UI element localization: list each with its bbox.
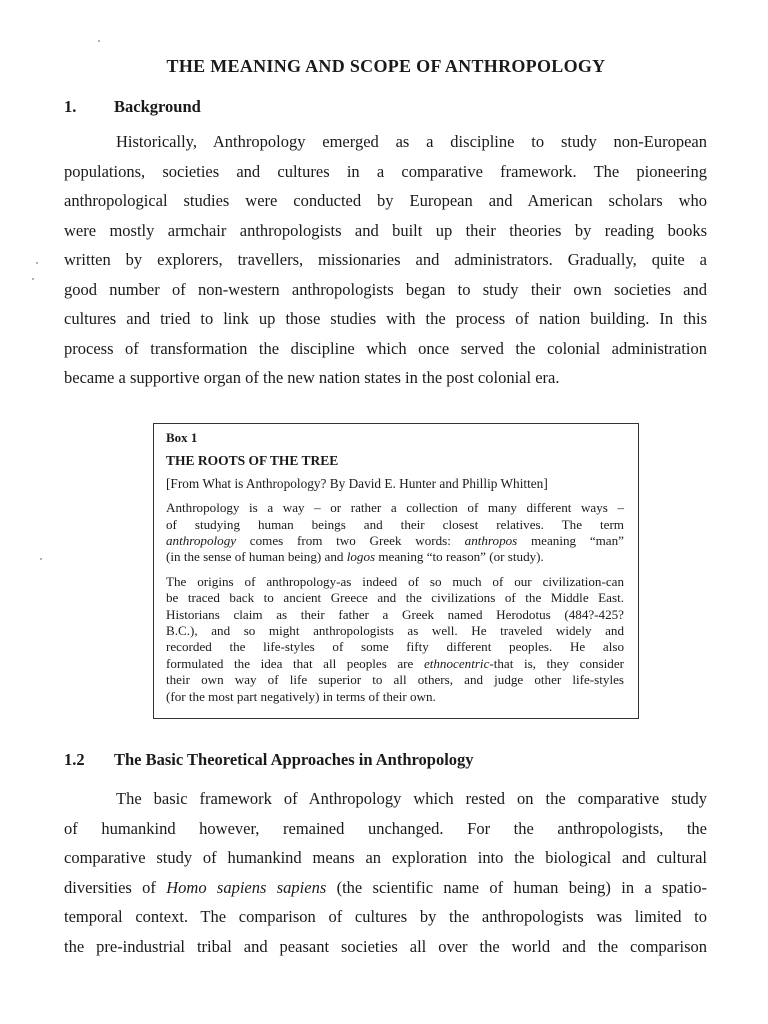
text-line: populations, societies and cultures in a comparative framework. The pioneering [64, 161, 707, 181]
box-text: meaning “man” [517, 533, 624, 549]
box-source: [From What is Anthropology? By David E. Hunter and Phillip Whitten] [166, 475, 548, 491]
box-line: their own way of life superior to all others, and judge other life-styles [166, 672, 624, 688]
body-text: (the scientific name of human being) in a spatio- [326, 877, 707, 897]
page-title: THE MEANING AND SCOPE OF ANTHROPOLOGY [166, 56, 606, 76]
text-line: comparative study of humankind means an exploration into the biological and cultural [64, 848, 707, 867]
italic-term: anthropos [464, 533, 518, 549]
box-text: formulated the idea that all peoples are [166, 655, 424, 671]
text-line: process of transformation the discipline which once served the colonial administration [64, 338, 707, 358]
text-line: Historically, Anthropology emerged as a discipline to study non-European [116, 132, 707, 151]
box-label: Box 1 [166, 430, 198, 445]
scan-speck [36, 262, 38, 264]
box-line: Anthropology is a way – or rather a collection of many different ways – [166, 500, 624, 516]
text-line [64, 873, 707, 903]
text-line: good number of non-western anthropologists began to study their own societies and [64, 279, 707, 299]
text-line: the pre-industrial tribal and peasant societies all over the world and the comparison [64, 936, 707, 956]
text-line: were mostly armchair anthropologists and built up their theories by reading books [64, 220, 707, 240]
text-line: of humankind however, remained unchanged. For the anthropologists, the [64, 818, 707, 838]
text-line: anthropological studies were conducted by European and American scholars who [64, 191, 707, 210]
text-line: written by explorers, travellers, missionaries and administrators. Gradually, quite a [64, 250, 707, 269]
section-heading-background [64, 97, 201, 117]
text-line: cultures and tried to link up those studies with the process of nation building. In this [64, 309, 707, 328]
italic-term: logos [346, 549, 376, 565]
box-paragraph-1 [166, 500, 624, 566]
section-number: 1.2 [64, 750, 85, 769]
background-paragraph [64, 127, 707, 393]
section-title: Background [114, 97, 201, 116]
scan-speck [40, 558, 42, 560]
section-number: 1. [64, 97, 77, 116]
box-text: meaning “to reason” (or study). [375, 549, 544, 565]
box-text: -that is, they consider [489, 655, 624, 671]
box-1 [153, 423, 639, 719]
approaches-paragraph [64, 784, 707, 961]
box-text: comes from two Greek words: [236, 533, 465, 549]
box-line: (for the most part negatively) in terms of their own. [166, 688, 436, 704]
text-line: temporal context. The comparison of cultures by the anthropologists was limited to [64, 907, 707, 926]
box-line: recorded the life-styles of some fifty different peoples. He also [166, 639, 624, 655]
section-title: The Basic Theoretical Approaches in Anthropology [114, 750, 474, 769]
box-line [166, 533, 624, 549]
box-line: The origins of anthropology-as indeed of so much of our civilization-can [166, 573, 624, 589]
text-line: became a supportive organ of the new nation states in the post colonial era. [64, 368, 560, 387]
section-heading-approaches [64, 750, 474, 770]
box-line [166, 656, 624, 672]
box-line: be traced back to ancient Greece and the civilizations of the Middle East. [166, 590, 624, 606]
scan-speck [32, 278, 34, 280]
italic-term: Homo sapiens sapiens [166, 877, 327, 897]
italic-term: anthropology [166, 533, 237, 549]
body-text: diversities of [64, 877, 167, 897]
box-line: of studying human beings and their closest relatives. The term [166, 516, 624, 532]
box-text: (in the sense of human being) and [166, 549, 347, 565]
box-title: THE ROOTS OF THE TREE [166, 453, 339, 469]
italic-term: ethnocentric [423, 655, 490, 671]
scan-speck [98, 40, 100, 42]
box-line: B.C.), and so might anthropologists as well. He traveled widely and [166, 623, 624, 639]
box-line [166, 549, 624, 565]
box-line: Historians claim as their father a Greek named Herodotus (484?-425? [166, 606, 624, 622]
text-line: The basic framework of Anthropology which rested on the comparative study [116, 789, 707, 808]
box-paragraph-2 [166, 574, 624, 705]
